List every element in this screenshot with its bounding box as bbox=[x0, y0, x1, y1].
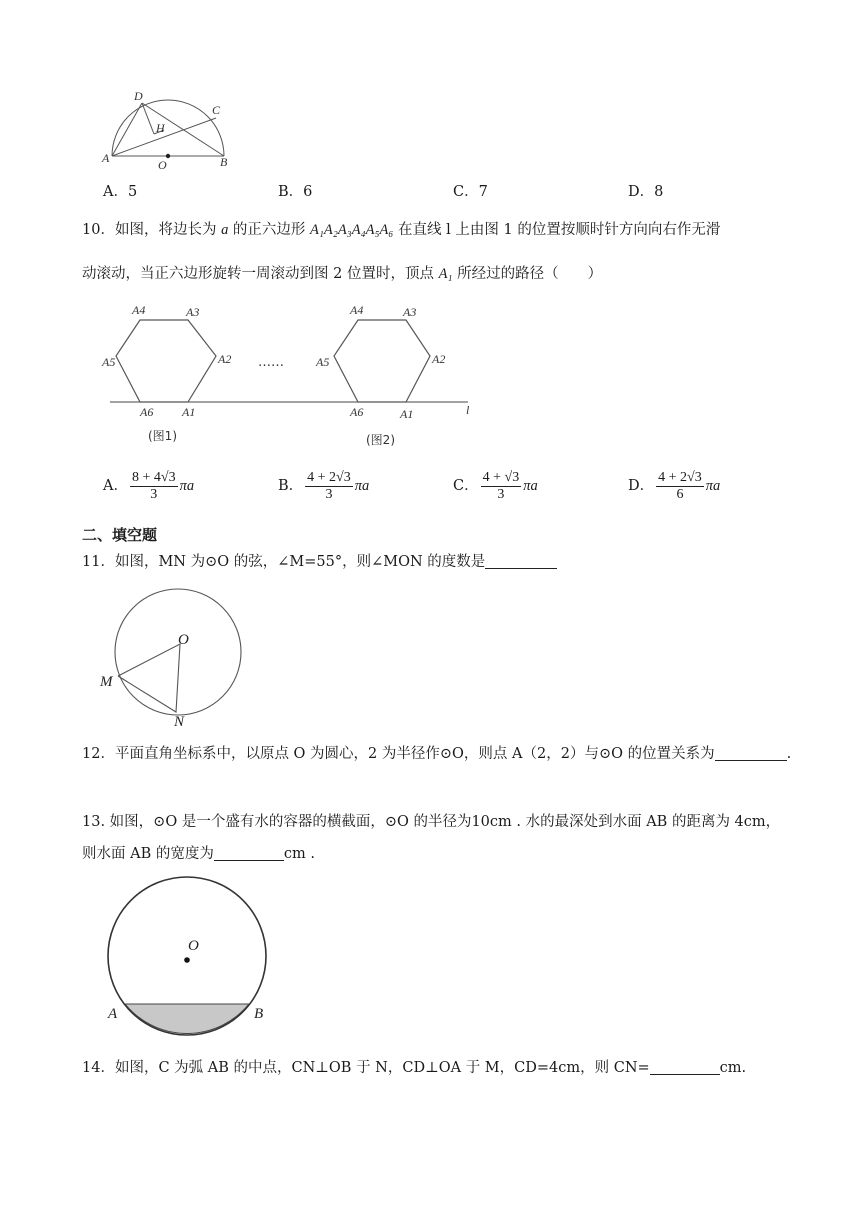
label-c: C bbox=[212, 103, 221, 117]
q9-option-a[interactable]: A．5 bbox=[103, 184, 138, 200]
q10-option-b[interactable]: B． $\frac{4 + 2√3}{3}$ πa bbox=[278, 469, 370, 502]
q11-text: 11．如图，MN 为⊙O 的弦，∠M=55°，则∠MON 的度数是 bbox=[82, 554, 486, 570]
q12-line: 12．平面直角坐标系中，以原点 O 为圆心，2 为半径作⊙O，则点 A（2，2）与⊙O 的位置关系为 . bbox=[82, 746, 792, 762]
label-h: H bbox=[156, 121, 165, 135]
q10-line1 bbox=[82, 220, 720, 240]
q10-option-c[interactable]: C． $\frac{4 + √3}{3}$ πa bbox=[453, 469, 538, 502]
q10-text-1a: 如图，将边长为 bbox=[114, 222, 217, 238]
q11-label-n: N bbox=[174, 714, 185, 730]
q11-figure bbox=[96, 582, 256, 730]
label-a: A bbox=[102, 151, 110, 165]
q10-option-a[interactable]: A． $\frac{8 + 4√3}{3}$ πa bbox=[103, 469, 195, 502]
q13-label-o: O bbox=[188, 938, 199, 954]
q10-line2 bbox=[82, 264, 602, 284]
section-title: 二、填空题 bbox=[82, 526, 158, 544]
q13-answer-blank[interactable] bbox=[214, 844, 284, 861]
q11-label-o: O bbox=[178, 632, 189, 648]
q13-line2: 则水面 AB 的宽度为 cm . bbox=[82, 846, 315, 862]
q12-text: 12．平面直角坐标系中，以原点 O 为圆心，2 为半径作⊙O，则点 A（2，2）与⊙O 的位置关系为 bbox=[82, 746, 715, 762]
q14-answer-blank[interactable] bbox=[650, 1058, 720, 1075]
q10-hexagon: A₁A₂A₃A₄A₅A₆ bbox=[310, 222, 394, 238]
fig1-label-a6: A6 bbox=[140, 405, 154, 419]
q10-option-d[interactable]: D． $\frac{4 + 2√3}{6}$ πa bbox=[628, 469, 721, 502]
q12-answer-blank[interactable] bbox=[715, 744, 787, 761]
q14-text: 14．如图，C 为弧 AB 的中点，CN⊥OB 于 N，CD⊥OA 于 M，CD=4cm，则 CN= bbox=[82, 1060, 650, 1076]
label-d: D bbox=[134, 90, 143, 103]
q10-text-1b: 的正六边形 bbox=[232, 222, 306, 238]
q11-line bbox=[82, 552, 557, 572]
fig1-caption: (图1) bbox=[148, 429, 177, 443]
q9-option-b[interactable]: B．6 bbox=[278, 184, 313, 200]
q11-label-m: M bbox=[100, 674, 113, 690]
q10-text-2b: 所经过的路径（ ） bbox=[457, 266, 603, 282]
fig1-label-a5: A5 bbox=[102, 355, 116, 369]
fig2-label-a6: A6 bbox=[350, 405, 364, 419]
fig-line-label: l bbox=[466, 403, 470, 417]
q9-figure bbox=[98, 90, 238, 170]
q10-number: 10． bbox=[82, 222, 115, 238]
q13-figure bbox=[100, 876, 280, 1040]
q10-figure bbox=[98, 296, 488, 448]
q10-text-2a: 动滚动，当正六边形旋转一周滚动到图 2 位置时，顶点 bbox=[82, 266, 434, 282]
fig2-label-a5: A5 bbox=[316, 355, 330, 369]
q14-line: 14．如图，C 为弧 AB 的中点，CN⊥OB 于 N，CD⊥OA 于 M，CD=4cm，则 CN= cm. bbox=[82, 1060, 747, 1076]
fig2-label-a1: A1 bbox=[400, 407, 414, 421]
fig2-caption: (图2) bbox=[366, 433, 395, 447]
fig1-label-a4: A4 bbox=[132, 303, 146, 317]
fig2-label-a4: A4 bbox=[350, 303, 364, 317]
q10-text-1c: 在直线 l 上由图 1 的位置按顺时针方向向右作无滑 bbox=[398, 222, 721, 238]
fig1-label-a3: A3 bbox=[186, 305, 200, 319]
q13-label-a: A bbox=[108, 1006, 118, 1022]
label-b: B bbox=[220, 155, 228, 169]
q13-label-b: B bbox=[254, 1006, 264, 1022]
q9-option-d[interactable]: D．8 bbox=[628, 184, 664, 200]
q13-line1: 13. 如图，⊙O 是一个盛有水的容器的横截面，⊙O 的半径为10cm . 水的最深处到水面 AB 的距离为 4cm， bbox=[82, 814, 781, 830]
fig1-label-a2: A2 bbox=[218, 352, 232, 366]
q10-var-a: a bbox=[221, 222, 229, 238]
q10-vertex: A₁ bbox=[438, 266, 453, 282]
fig2-label-a2: A2 bbox=[432, 352, 446, 366]
fig1-label-a1: A1 bbox=[182, 405, 196, 419]
q11-answer-blank[interactable] bbox=[485, 552, 557, 569]
q9-option-c[interactable]: C．7 bbox=[453, 184, 488, 200]
fig-ellipsis: …… bbox=[258, 355, 284, 370]
fig2-label-a3: A3 bbox=[403, 305, 417, 319]
label-o: O bbox=[158, 158, 167, 170]
